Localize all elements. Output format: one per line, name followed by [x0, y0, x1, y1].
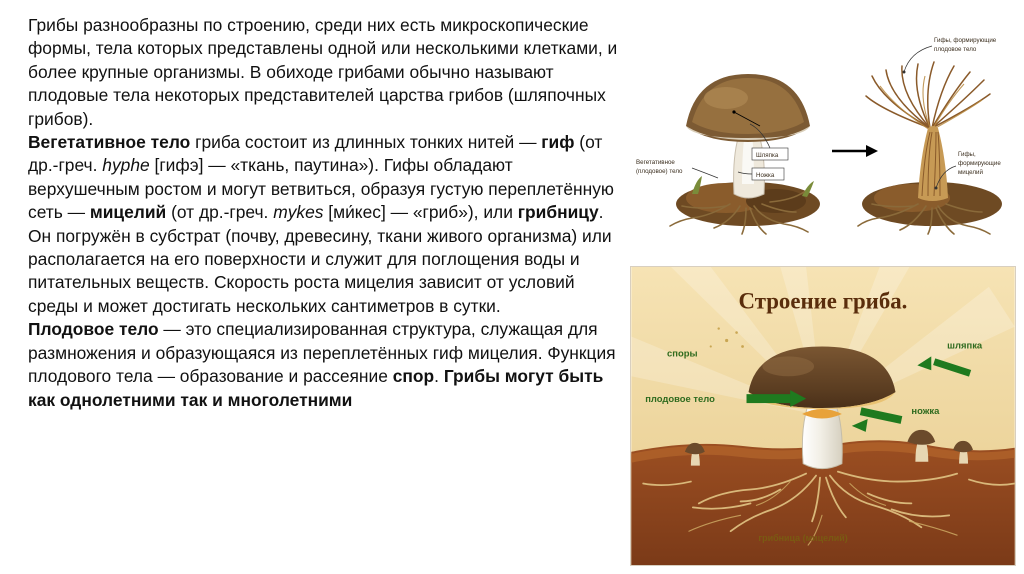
latin-hyphe: hyphe: [102, 155, 150, 176]
term-gribnitsa: грибницу: [517, 202, 599, 223]
term-vegetative-body: Вегетативное тело: [28, 132, 191, 153]
poster-mushroom-structure: [630, 266, 1016, 566]
poster-label-mycelium: грибница (мицелий): [758, 533, 848, 544]
label-cap: Шляпка: [756, 152, 779, 159]
diagram-hyphae-image: [630, 8, 1016, 256]
poster-label-spores: споры: [667, 347, 698, 359]
closing-bold-statement: Грибы могут быть как однолетними так и многолетними: [28, 366, 604, 410]
label-hyphae-mycelium-line1: Гифы,: [958, 151, 976, 158]
label-hyphae-fruit-line1: Гифы, формирующие: [934, 37, 997, 44]
p2-d: [гифэ] — «ткань, паутина»). Гифы обладают верхушечным ростом и могут ветвиться, образуя густую переплетённую сеть —: [28, 155, 614, 223]
poster-label-stem: ножка: [911, 405, 940, 417]
poster-svg: [631, 267, 1015, 565]
p2-a: гриба состоит из длинных тонких нитей —: [190, 132, 542, 153]
label-vegetative-line2: (плодовое) тело: [636, 168, 683, 175]
p2-c: (от др.-греч.: [28, 132, 603, 176]
paragraph-1: [28, 14, 624, 131]
label-hyphae-fruit-line2: плодовое тело: [934, 46, 977, 53]
label-vegetative-line1: Вегетативное: [636, 159, 675, 166]
slide-text-column: [28, 14, 624, 412]
latin-mykes: mykes: [273, 202, 324, 223]
p2-i: . Он погружён в субстрат (почву, древесину, ткани живого организма) или располагается на его поверхности и служит для поглощения воды и питательных веществ. Скорость роста мицелия зависит от условий среды и может достигать нескольких сантиметров в сутки.: [28, 202, 612, 316]
p3-c: .: [434, 366, 444, 387]
diagram-hyphae-svg: [630, 8, 1016, 256]
cap-highlight: [704, 87, 748, 109]
paragraph-2: [28, 131, 624, 318]
label-hyphae-mycelium-line2: формирующие: [958, 160, 1001, 167]
paragraph-1-text: Грибы разнообразны по строению, среди них есть микроскопические формы, тела которых представлены одной или несколькими клетками, и более крупные организмы. В обиходе грибами обычно называют плодовые тела некоторых представителей царства грибов (шляпочных грибов).: [28, 15, 618, 129]
term-mycelium: мицелий: [89, 202, 167, 223]
cap-pointer-dot: [732, 110, 735, 113]
p2-f: (от др.-греч.: [166, 202, 274, 223]
p3-a: — это специализированная структура, служащая для размножения и образующаяся из переплетённых гиф мицелия. Функция плодового тела — образование и рассеяние: [28, 319, 616, 387]
term-fruit-body: Плодовое тело: [28, 319, 159, 340]
term-hyphae: гиф: [541, 132, 575, 153]
term-spores: спор: [392, 366, 435, 387]
label-stem: Ножка: [756, 172, 775, 179]
label-hyphae-mycelium-line3: мицелий: [958, 169, 983, 176]
poster-label-cap: шляпка: [947, 339, 983, 351]
poster-title: Строение гриба.: [738, 288, 908, 314]
poster-label-fruit-body: плодовое тело: [645, 393, 715, 405]
poster-cap-highlight: [762, 356, 814, 376]
paragraph-3: [28, 318, 624, 412]
p2-g: [ми́кес] — «гриб»), или: [323, 202, 518, 223]
